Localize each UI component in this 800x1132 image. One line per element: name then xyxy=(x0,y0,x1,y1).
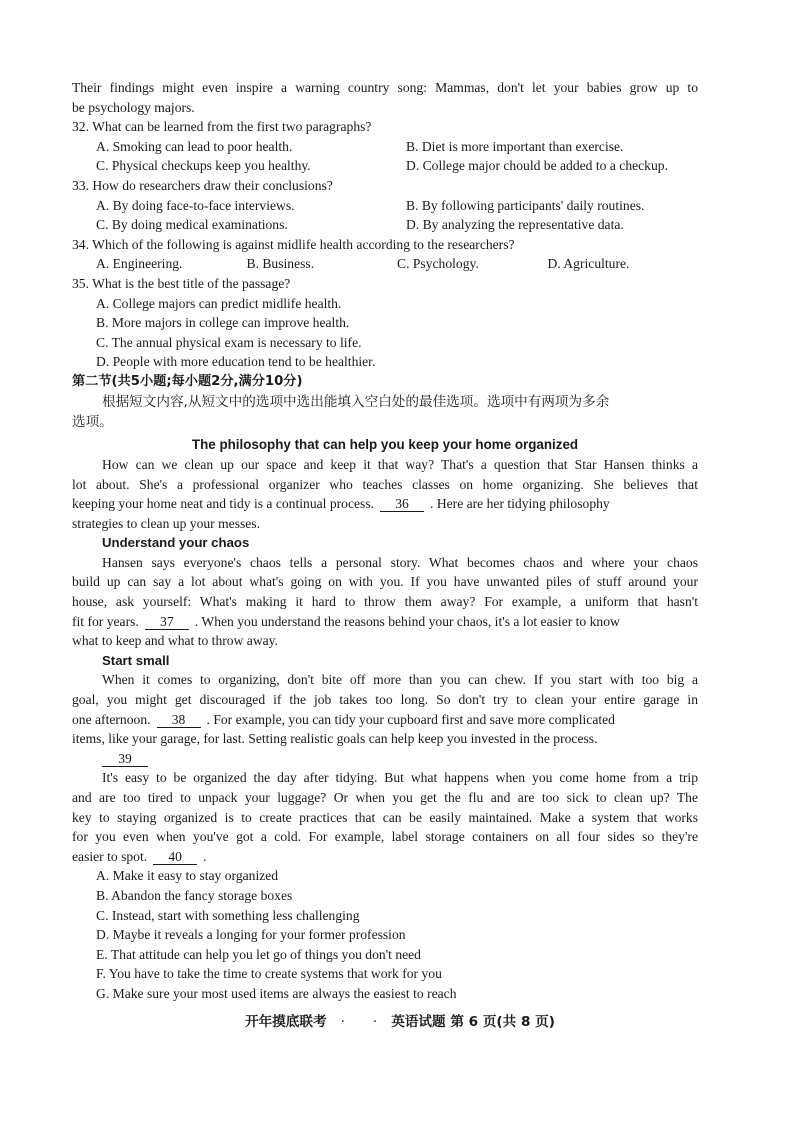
intro-line-2: be psychology majors. xyxy=(72,99,195,115)
blank-40[interactable]: 40 xyxy=(153,849,197,865)
footer-dot-2: · xyxy=(372,1014,378,1030)
question-35-stem: 35. What is the best title of the passage? xyxy=(72,275,291,291)
paragraph-4-text-after-blank: . xyxy=(203,848,207,864)
question-35-option-b[interactable]: B. More majors in college can improve health. xyxy=(96,315,350,331)
footer-page-info: 英语试题 第 6 页(共 8 页) xyxy=(391,1014,555,1030)
question-32-options-row-1 xyxy=(72,137,698,157)
paragraph-1-line-2: lot about. She's a professional organizer who teaches classes on home organizing. She believes that xyxy=(72,476,698,492)
paragraph-1-line-3 xyxy=(72,494,698,514)
question-34-option-b[interactable]: B. Business. xyxy=(246,256,315,272)
paragraph-4-text-before-blank: easier to spot. xyxy=(72,848,148,864)
section-2-instruction-line-1: 根据短文内容,从短文中的选项中选出能填入空白处的最佳选项。选项中有两项为多余 xyxy=(102,393,610,410)
question-32-option-b[interactable]: B. Diet is more important than exercise. xyxy=(406,138,624,154)
paragraph-4-line-4: for you even when you've got a cold. For example, label storage containers on all four sides so they're xyxy=(72,829,698,845)
blank-37[interactable]: 37 xyxy=(145,614,189,630)
question-32-stem: 32. What can be learned from the first two paragraphs? xyxy=(72,119,372,135)
footer-exam-name: 开年摸底联考 xyxy=(245,1014,327,1030)
question-34-stem: 34. Which of the following is against midlife health according to the researchers? xyxy=(72,236,515,252)
paragraph-2-text-after-blank: . When you understand the reasons behind your chaos, it's a lot easier to know xyxy=(194,613,620,629)
paragraph-2-text-before-blank: fit for years. xyxy=(72,613,139,629)
question-32-option-d[interactable]: D. College major chould be added to a checkup. xyxy=(406,158,668,174)
paragraph-3-line-2: goal, you might get discouraged if the job takes too long. So don't try to clean your entire garage in xyxy=(72,692,698,708)
paragraph-1-line-4: strategies to clean up your messes. xyxy=(72,515,260,531)
paragraph-4-line-2: and are too tired to unpack your luggage? Or when you get the flu and are too sick to clean up? The xyxy=(72,790,698,805)
paragraph-3-text-after-blank: . For example, you can tidy your cupboard first and save more complicated xyxy=(206,711,615,727)
question-32-option-c[interactable]: C. Physical checkups keep you healthy. xyxy=(96,158,311,174)
question-33-option-d[interactable]: D. By analyzing the representative data. xyxy=(406,217,624,233)
exam-page xyxy=(72,78,698,1004)
choice-b[interactable]: B. Abandon the fancy storage boxes xyxy=(96,887,293,903)
paragraph-2-line-3: house, ask yourself: What's making it hard to throw them away? For example, a uniform that hasn't xyxy=(72,594,698,610)
paragraph-1-text-before-blank: keeping your home neat and tidy is a continual process. xyxy=(72,496,375,512)
choice-f[interactable]: F. You have to take the time to create systems that work for you xyxy=(96,966,442,982)
paragraph-2-line-1: Hansen says everyone's chaos tells a personal story. What becomes chaos and where your chaos xyxy=(102,554,698,570)
question-35-option-c[interactable]: C. The annual physical exam is necessary to life. xyxy=(96,334,362,350)
paragraph-4-line-1: It's easy to be organized the day after tidying. But what happens when you come home from a trip xyxy=(102,770,698,786)
paragraph-3-line-1: When it comes to organizing, don't bite off more than you can chew. If you start with too big a xyxy=(102,672,698,688)
choice-d[interactable]: D. Maybe it reveals a longing for your former profession xyxy=(96,927,406,943)
paragraph-1-line-1: How can we clean up our space and keep it that way? That's a question that Star Hansen thinks a xyxy=(102,456,698,472)
paragraph-3-line-3 xyxy=(72,710,698,730)
footer-dot-1: · xyxy=(340,1014,345,1030)
paragraph-3-text-before-blank: one afternoon. xyxy=(72,711,151,727)
section-2-heading: 第二节(共5小题;每小题2分,满分10分) xyxy=(72,373,303,389)
paragraph-4-line-5 xyxy=(72,847,698,867)
subheading-understand-chaos: Understand your chaos xyxy=(102,535,250,551)
question-33-option-b[interactable]: B. By following participants' daily routines. xyxy=(406,197,645,213)
question-33-stem: 33. How do researchers draw their conclusions? xyxy=(72,177,333,193)
question-33-options-row-1 xyxy=(72,196,698,216)
question-34-options-row xyxy=(72,254,698,274)
paragraph-2-line-5: what to keep and what to throw away. xyxy=(72,633,278,649)
question-34-option-a[interactable]: A. Engineering. xyxy=(96,256,183,272)
paragraph-2-line-4 xyxy=(72,612,698,632)
section-2-instruction-line-2: 选项。 xyxy=(72,413,113,430)
question-33-option-a[interactable]: A. By doing face-to-face interviews. xyxy=(96,197,295,213)
subheading-start-small: Start small xyxy=(102,652,170,668)
choice-g[interactable]: G. Make sure your most used items are always the easiest to reach xyxy=(96,985,457,1001)
paragraph-3-line-4: items, like your garage, for last. Setting realistic goals can help keep you invested in the process. xyxy=(72,731,598,747)
paragraph-4-line-3: key to staying organized is to create practices that can be easily maintained. Make a system that works xyxy=(72,809,698,825)
blank-36[interactable]: 36 xyxy=(380,496,424,512)
blank-39-line xyxy=(72,749,698,769)
page-footer xyxy=(0,1010,800,1030)
question-34-option-c[interactable]: C. Psychology. xyxy=(397,256,479,272)
question-32-option-a[interactable]: A. Smoking can lead to poor health. xyxy=(96,138,293,154)
question-33-options-row-2 xyxy=(72,215,698,235)
paragraph-1-text-after-blank: . Here are her tidying philosophy xyxy=(430,496,610,512)
passage-title: The philosophy that can help you keep your home organized xyxy=(191,436,579,452)
paragraph-2-line-2: build up can say a lot about what's going on with you. If you have unwanted piles of stuff around your xyxy=(72,574,698,590)
blank-39[interactable]: 39 xyxy=(102,751,148,767)
question-32-options-row-2 xyxy=(72,156,698,176)
choice-c[interactable]: C. Instead, start with something less challenging xyxy=(96,907,360,923)
question-33-option-c[interactable]: C. By doing medical examinations. xyxy=(96,217,288,233)
blank-38[interactable]: 38 xyxy=(157,712,201,728)
question-35-option-a[interactable]: A. College majors can predict midlife health. xyxy=(96,295,342,311)
intro-line-1: Their findings might even inspire a warning country song: Mammas, don't let your babies grow up to xyxy=(72,80,698,95)
choice-e[interactable]: E. That attitude can help you let go of things you don't need xyxy=(96,946,421,962)
question-35-option-d[interactable]: D. People with more education tend to be healthier. xyxy=(96,354,376,370)
choice-a[interactable]: A. Make it easy to stay organized xyxy=(96,868,279,884)
question-34-option-d[interactable]: D. Agriculture. xyxy=(547,256,630,272)
